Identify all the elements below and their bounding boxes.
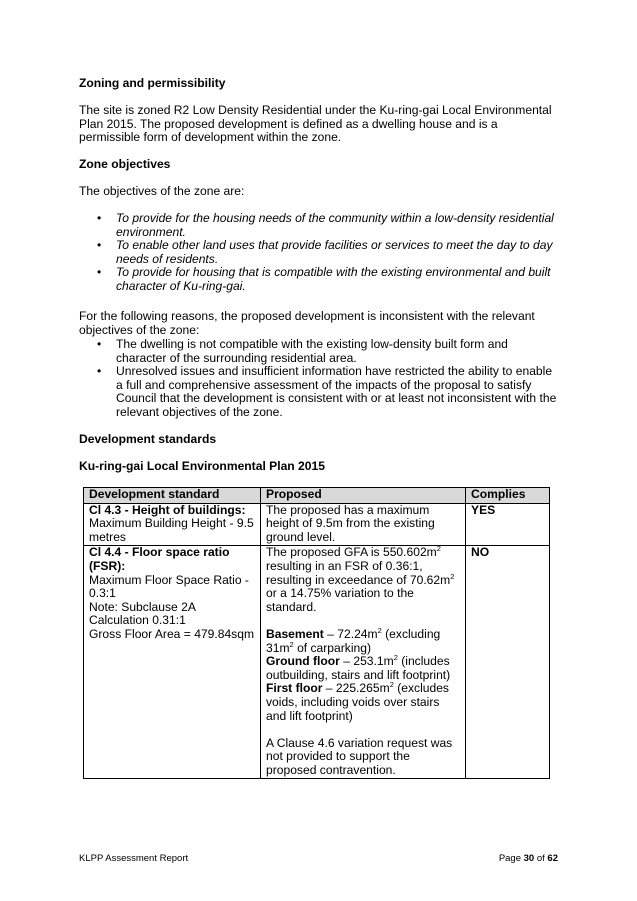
complies-cell: NO [466,546,550,779]
table-header-row [84,488,550,504]
standard-gfa: Gross Floor Area = 479.84sqm [89,626,255,641]
development-standards-table [83,487,550,779]
list-item: • To enable other land uses that provide facilities or services to meet the day to day needs of residents. [79,239,559,266]
column-header: Development standard [84,488,261,504]
first-floor-text: First floor – $225.265m^2$ (excludes voids, including voids over stairs and lift footprint) [266,680,449,723]
reasons-intro: For the following reasons, the proposed development is inconsistent with the relevant objectives of the zone: [79,309,535,337]
clause-note: A Clause 4.6 variation request was not provided to support the proposed contravention. [266,735,453,777]
list-item: • To provide for housing that is compatible with the existing environmental and built character of Ku-ring-gai. [79,266,559,293]
standard-cell [84,546,261,779]
ground-floor-text: Ground floor – $253.1m^2$ (includes outbuilding, stairs and lift footprint) [266,653,451,682]
gfa-text: The proposed GFA is $550.602m^2$ resulting in an FSR of 0.36:1, resulting in exceedance of $70.62m^2$ or a 14.75% variation to the standard. [266,544,455,614]
footer-report-name: KLPP Assessment Report [79,853,189,864]
standards-heading: Development standards [79,432,217,446]
basement-text: Basement – $72.24m^2$ (excluding $31m^2$ of carparking) [266,625,441,655]
proposed-cell [261,546,466,779]
standard-calculation: Calculation 0.31:1 [89,613,186,628]
proposed-cell: The proposed has a maximum height of 9.5m from the existing ground level. [261,503,466,546]
zoning-paragraph: The site is zoned R2 Low Density Residential under the Ku-ring-gai Local Environmental Plan 2015. The proposed development is defined as a dwelling house and is a permissible form of development within the zone. [79,103,552,145]
table-row [84,503,550,546]
standard-cell [84,503,261,546]
plan-heading: Ku-ring-gai Local Environmental Plan 2015 [79,459,325,473]
list-item: • To provide for the housing needs of the community within a low-density residential environment. [79,212,559,239]
column-header: Proposed [261,488,466,504]
standard-text: Maximum Floor Space Ratio - 0.3:1 [89,572,249,601]
footer-page-number: Page 30 of 62 [498,853,558,864]
standard-title: Cl 4.3 - Height of buildings: [89,502,246,517]
zoning-heading: Zoning and permissibility [79,76,226,90]
complies-cell: YES [466,503,550,546]
reasons-list [79,338,559,420]
objectives-intro: The objectives of the zone are: [79,184,245,198]
objectives-heading: Zone objectives [79,157,171,171]
list-item: • The dwelling is not compatible with the existing low-density built form and character of the surrounding residential area. [79,338,559,365]
standard-title: Cl 4.4 - Floor space ratio (FSR): [89,545,230,573]
standard-text: Maximum Building Height - 9.5 metres [89,516,254,544]
table-row [84,546,550,779]
objectives-list [79,212,559,294]
standard-note: Note: Subclause 2A [89,599,196,614]
column-header: Complies [466,488,550,504]
list-item: • Unresolved issues and insufficient information have restricted the ability to enable a full and comprehensive assessment of the impacts of the proposal to satisfy Council that the development is consistent with or at least not inconsistent with the relevant objectives of the zone. [79,365,559,419]
